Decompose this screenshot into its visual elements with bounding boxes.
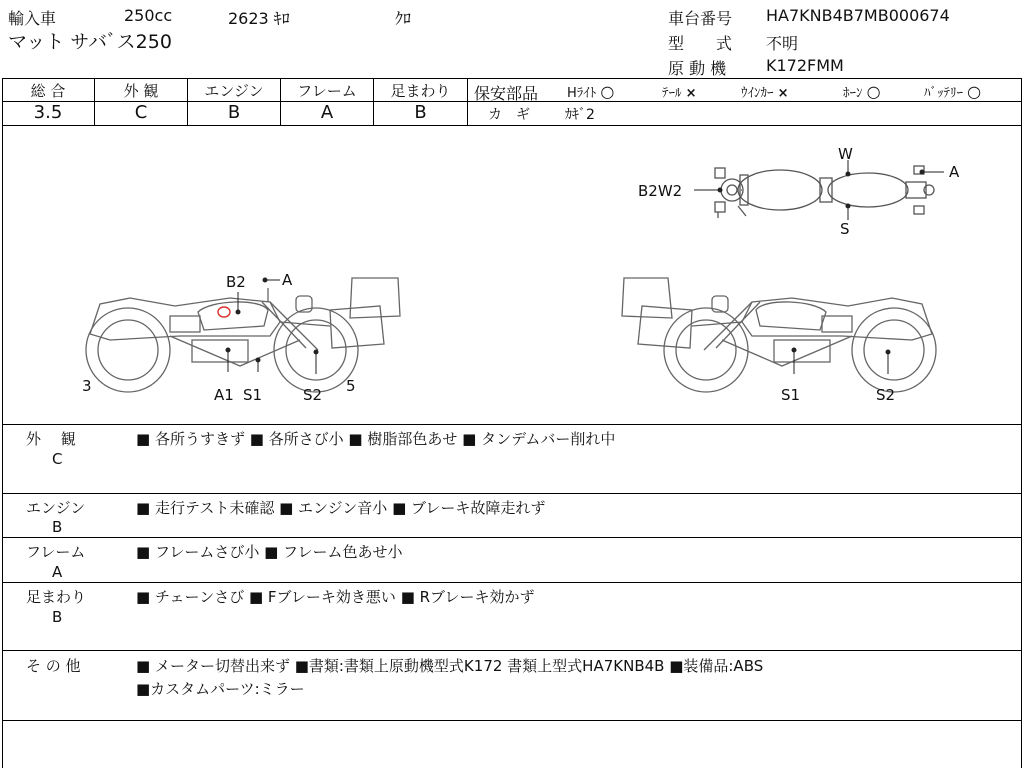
grade-value-suspension: B <box>414 102 427 123</box>
safety-mid <box>467 101 1022 102</box>
grade-divider <box>467 78 468 126</box>
safety-item-horn <box>843 82 881 101</box>
grade-label-engine: エンジン <box>204 82 264 100</box>
section-text: ■カスタムパーツ:ミラー <box>136 680 305 698</box>
safety-item-mark: × <box>685 86 697 101</box>
section-divider <box>2 582 1022 583</box>
key-value: ｶｷﾞ2 <box>565 107 595 123</box>
top-label-a: A <box>949 163 960 181</box>
engine-value: K172FMM <box>766 56 844 75</box>
safety-item-mark: ○ <box>967 82 982 101</box>
grade-label-exterior: 外 観 <box>123 82 159 100</box>
frame-no-label: 車台番号 <box>668 9 733 28</box>
section-divider <box>2 537 1022 538</box>
safety-item-mark: ○ <box>866 82 881 101</box>
section-divider <box>2 650 1022 651</box>
section-grade: B <box>52 518 63 536</box>
safety-item-label: ﾎｰﾝ <box>843 86 863 101</box>
type-value: 不明 <box>766 34 799 53</box>
grade-label-overall: 総 合 <box>30 82 66 100</box>
right-markers <box>792 348 890 374</box>
motorcycle-diagram <box>0 126 1024 424</box>
section-title: そ の 他 <box>26 657 81 675</box>
section-grade: B <box>52 608 63 626</box>
safety-item-winker <box>741 82 789 101</box>
section-text: ■ 走行テスト未確認 ■ エンジン音小 ■ ブレーキ故障走れず <box>136 499 546 517</box>
left-markers <box>226 278 318 374</box>
section-grade: C <box>52 450 63 468</box>
left-label-5: 5 <box>346 377 356 395</box>
safety-item-label: ﾃｰﾙ <box>662 86 682 101</box>
import-label: 輸入車 <box>8 9 57 28</box>
section-title: フレーム <box>26 543 86 561</box>
section-text: ■ メーター切替出来ず ■書類:書類上原動機型式K172 書類上型式HA7KNB4B ■装備品:ABS <box>136 657 764 675</box>
left-label-s1: S1 <box>243 386 263 404</box>
section-divider <box>2 424 1022 425</box>
grade-label-frame: フレーム <box>297 82 357 100</box>
safety-item-mark: ○ <box>600 82 615 101</box>
grade-value-exterior: C <box>134 102 148 123</box>
right-label-s1: S1 <box>781 386 801 404</box>
safety-item-label: ﾊﾞｯﾃﾘｰ <box>924 86 963 101</box>
grade-value-overall: 3.5 <box>33 102 63 123</box>
grade-table-top <box>2 78 1022 79</box>
section-text: ■ チェーンさび ■ Fブレーキ効き悪い ■ Rブレーキ効かず <box>136 588 535 606</box>
grade-label-suspension: 足まわり <box>390 82 451 100</box>
displacement: 250cc <box>124 6 173 25</box>
grade-value-frame: A <box>320 102 334 123</box>
section-title: 足まわり <box>26 588 87 606</box>
engine-label: 原 動 機 <box>668 59 727 78</box>
section-text: ■ フレームさび小 ■ フレーム色あせ小 <box>136 543 403 561</box>
left-label-a: A <box>282 271 293 289</box>
top-view <box>715 166 934 218</box>
safety-item-battery <box>924 82 981 101</box>
section-divider <box>2 493 1022 494</box>
safety-item-headlight <box>567 82 614 101</box>
safety-title: 保安部品 <box>474 84 539 103</box>
color: ｸﾛ <box>395 9 412 28</box>
section-title: エンジン <box>26 499 86 517</box>
top-label-s: S <box>840 220 850 238</box>
damage-marker <box>218 307 230 317</box>
type-label: 型 式 <box>668 34 733 53</box>
right-label-s2: S2 <box>876 386 896 404</box>
left-side-view <box>86 278 400 392</box>
grade-value-engine: B <box>227 102 241 123</box>
section-grade: A <box>52 563 63 581</box>
left-label-b2: B2 <box>226 273 246 291</box>
left-label-a1: A1 <box>214 386 234 404</box>
section-text: ■ 各所うすきず ■ 各所さび小 ■ 樹脂部色あせ ■ タンデムバー削れ中 <box>136 430 616 448</box>
key-label: カ ギ <box>488 107 530 123</box>
model-name: マット サバﾞス250 <box>8 31 172 53</box>
safety-item-label: ｳｲﾝｶｰ <box>741 86 774 101</box>
top-label-b2w2: B2W2 <box>638 182 683 200</box>
left-label-s2: S2 <box>303 386 323 404</box>
safety-item-tail <box>662 82 697 101</box>
top-label-w: W <box>838 145 853 163</box>
section-title: 外 観 <box>26 430 76 448</box>
section-divider <box>2 720 1022 721</box>
safety-item-mark: × <box>777 86 789 101</box>
frame-no: HA7KNB4B7MB000674 <box>766 6 950 25</box>
mileage: 2623 ｷﾛ <box>228 9 290 28</box>
safety-item-label: Hﾗｲﾄ <box>567 86 597 101</box>
right-side-view <box>622 278 936 392</box>
left-label-3: 3 <box>82 377 92 395</box>
